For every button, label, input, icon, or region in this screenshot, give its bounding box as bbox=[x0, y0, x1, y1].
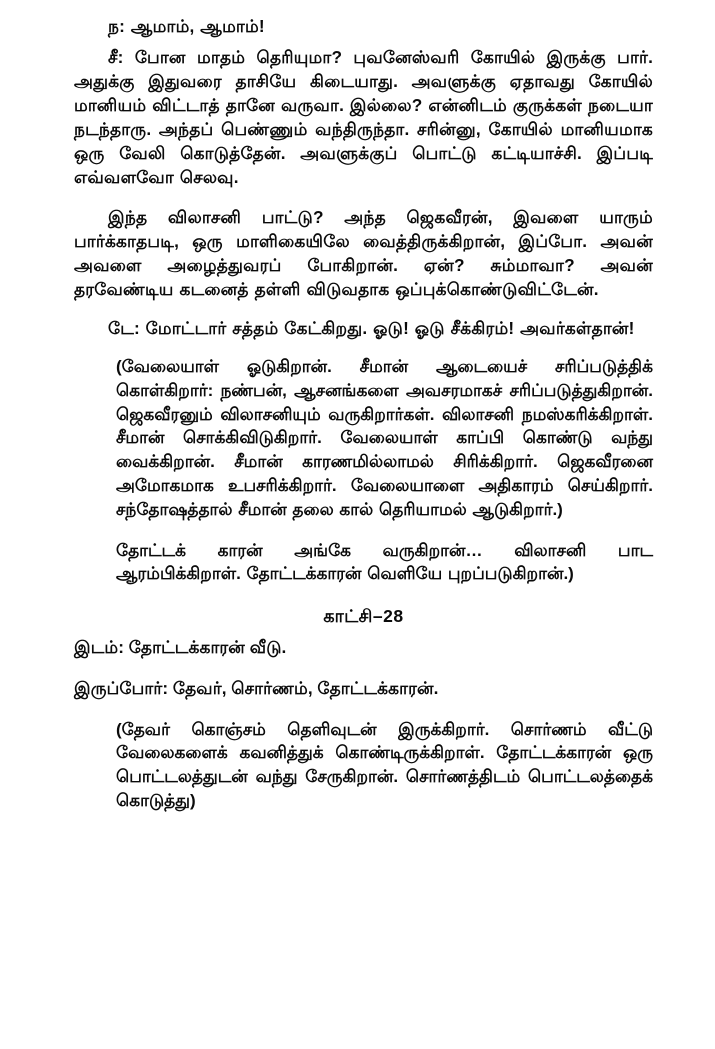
dialogue-paragraph: சீ: போன மாதம் தெரியுமா? புவனேஸ்வரி கோயில் இருக்கு பார். அதுக்கு இதுவரை தாசியே கிடையாது. அவளுக்கு ஏதாவது கோயில் மானியம் விட்டாத் தானே வருவா. இல்லை? என்னிடம் குருக்கள் நடையா நடந்தாரு. அந்தப் பெண்ணும் வந்திருந்தா. சரின்னு, கோயில் மானியமாக ஒரு வேலி கொடுத்தேன். அவளுக்குப் பொட்டு கட்டியாச்சி. இப்படி எவ்வளவோ செலவு. bbox=[74, 47, 653, 188]
dialogue-paragraph: இந்த விலாசனி பாட்டு? அந்த ஜெகவீரன், இவளை யாரும் பார்க்காதபடி, ஒரு மாளிகையிலே வைத்திருக்கிறான், இப்போ. அவன் அவளை அழைத்துவரப் போகிறான். ஏன்? சும்மாவா? அவன் தரவேண்டிய கடனைத் தள்ளி விடுவதாக ஒப்புக்கொண்டுவிட்டேன். bbox=[74, 206, 653, 299]
scene-heading: காட்சி–28 bbox=[323, 606, 404, 627]
stage-direction: (வேலையாள் ஓடுகிறான். சீமான் ஆடையைச் சரிப்படுத்திக் கொள்கிறார்: நண்பன், ஆசனங்களை அவசரமாகச் சரிப்படுத்துகிறான். ஜெகவீரனும் விலாசனியும் வருகிறார்கள். விலாசனி நமஸ்கரிக்கிறாள். சீமான் சொக்கிவிடுகிறார். வேலையாள் காப்பி கொண்டு வந்து வைக்கிறான். சீமான் காரணமில்லாமல் சிரிக்கிறார். ஜெகவீரனை அமோகமாக உபசரிக்கிறார். வேலையாளை அதிகாரம் செய்கிறார். சந்தோஷத்தால் சீமான் தலை கால் தெரியாமல் ஆடுகிறார்.) bbox=[116, 356, 653, 519]
scene-characters-line: இருப்போர்: தேவர், சொர்ணம், தோட்டக்காரன். bbox=[74, 678, 439, 699]
dialogue-paragraph: ந: ஆமாம், ஆமாம்! bbox=[108, 16, 265, 36]
stage-direction: தோட்டக் காரன் அங்கே வருகிறான்… விலாசனி பாட ஆரம்பிக்கிறாள். தோட்டக்காரன் வெளியே புறப்படுகிறான்.) bbox=[116, 540, 653, 584]
scene-place-line: இடம்: தோட்டக்காரன் வீடு. bbox=[74, 637, 287, 658]
stage-direction: (தேவர் கொஞ்சம் தெளிவுடன் இருக்கிறார். சொர்ணம் வீட்டு வேலைகளைக் கவனித்துக் கொண்டிருக்கிறாள். தோட்டக்காரன் ஒரு பொட்டலத்துடன் வந்து சேருகிறான். சொர்ணத்திடம் பொட்டலத்தைக் கொடுத்து) bbox=[116, 719, 653, 811]
dialogue-paragraph: டே: மோட்டார் சத்தம் கேட்கிறது. ஓடு! ஓடு சீக்கிரம்! அவர்கள்தான்! bbox=[108, 317, 635, 338]
